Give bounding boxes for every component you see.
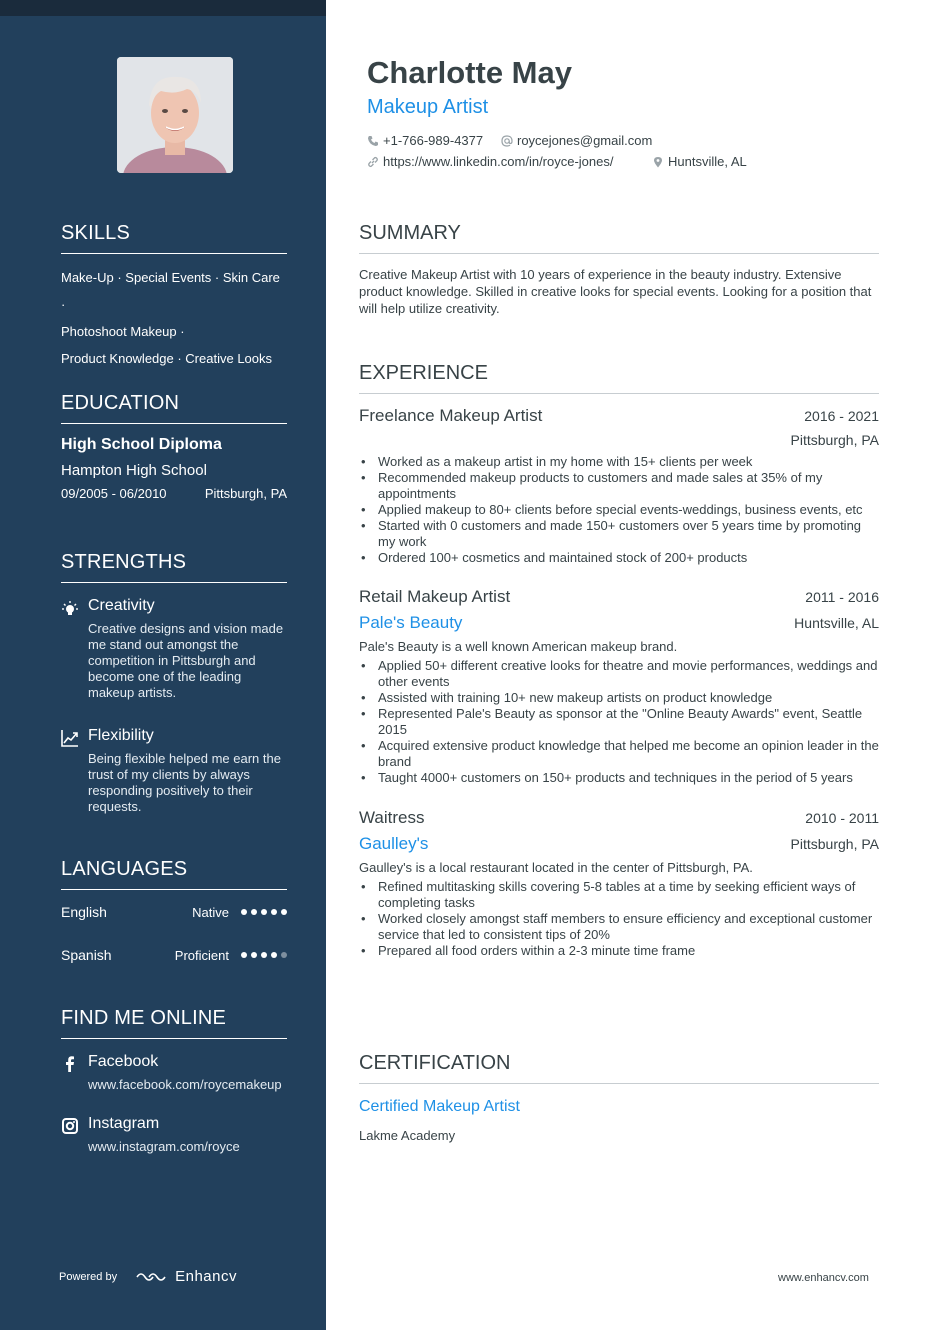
experience-item bbox=[359, 587, 879, 786]
skills-line: Make-Up · Special Events · Skin Care · bbox=[61, 270, 280, 312]
experience-section bbox=[359, 362, 879, 959]
skills-title: SKILLS bbox=[61, 222, 287, 254]
job-bullet: • Worked closely amongst staff members to ensure efficiency and exceptional customer service that led to consistent tips of 20% bbox=[359, 911, 879, 943]
language-level: Proficient bbox=[174, 947, 229, 963]
job-location: Pittsburgh, PA bbox=[790, 432, 879, 448]
job-dates: 2011 - 2016 bbox=[805, 589, 879, 605]
skills-section bbox=[61, 222, 287, 372]
strength-description: Being flexible helped me earn the trust of my clients by always responding positively to their requests. bbox=[88, 751, 281, 814]
language-rating bbox=[241, 909, 287, 915]
certification-name: Certified Makeup Artist bbox=[359, 1098, 520, 1115]
certification-section bbox=[359, 1052, 879, 1143]
online-url[interactable]: www.facebook.com/roycemakeup bbox=[88, 1077, 282, 1092]
at-icon bbox=[501, 135, 513, 147]
job-description: Gaulley's is a local restaurant located in the center of Pittsburgh, PA. bbox=[359, 860, 753, 875]
profile-photo bbox=[117, 57, 233, 173]
strengths-section bbox=[61, 551, 287, 815]
brand-logo[interactable] bbox=[135, 1268, 237, 1285]
rating-dot bbox=[251, 909, 257, 915]
job-bullet: • Recommended makeup products to customers and made sales at 35% of my appointments bbox=[359, 470, 879, 502]
main-top-strip bbox=[326, 0, 940, 16]
job-bullet: • Taught 4000+ customers on 150+ products and techniques in the period of 5 years bbox=[359, 770, 879, 786]
job-bullet: • Worked as a makeup artist in my home with 15+ clients per week bbox=[359, 454, 879, 470]
summary-text: Creative Makeup Artist with 10 years of experience in the beauty industry. Extensive product knowledge. Skilled in creative looks for special events. Looking for a position that will help utilize creativity. bbox=[359, 267, 872, 316]
sidebar-top-strip bbox=[0, 0, 326, 16]
rating-dot bbox=[271, 952, 277, 958]
rating-dot bbox=[281, 952, 287, 958]
job-location: Pittsburgh, PA bbox=[790, 836, 879, 852]
powered-by bbox=[59, 1268, 237, 1285]
experience-item bbox=[359, 808, 879, 959]
experience-title: EXPERIENCE bbox=[359, 362, 879, 394]
job-bullet: • Started with 0 customers and made 150+ customers over 5 years time by promoting my work bbox=[359, 518, 879, 550]
facebook-icon bbox=[61, 1055, 79, 1073]
experience-item bbox=[359, 406, 879, 566]
languages-title: LANGUAGES bbox=[61, 858, 287, 890]
language-row bbox=[61, 902, 287, 922]
rating-dot bbox=[261, 909, 267, 915]
job-location: Huntsville, AL bbox=[794, 615, 879, 631]
job-title: Freelance Makeup Artist bbox=[359, 406, 543, 425]
rating-dot bbox=[281, 909, 287, 915]
job-subheader bbox=[359, 613, 879, 633]
job-bullet: • Acquired extensive product knowledge that helped me become an opinion leader in the brand bbox=[359, 738, 879, 770]
online-section bbox=[61, 1007, 287, 1155]
phone-text: +1-766-989-4377 bbox=[383, 133, 484, 148]
languages-section bbox=[61, 858, 287, 965]
rating-dot bbox=[261, 952, 267, 958]
job-subheader bbox=[359, 834, 879, 854]
education-school: Hampton High School bbox=[61, 462, 207, 479]
job-bullet: • Assisted with training 10+ new makeup artists on product knowledge bbox=[359, 690, 879, 706]
trend-chart-icon bbox=[61, 729, 79, 747]
rating-dot bbox=[251, 952, 257, 958]
job-bullets bbox=[359, 879, 879, 959]
education-location: Pittsburgh, PA bbox=[204, 486, 287, 501]
job-header bbox=[359, 808, 879, 828]
language-level: Native bbox=[192, 904, 229, 920]
candidate-role: Makeup Artist bbox=[367, 96, 489, 118]
language-name: English bbox=[61, 904, 107, 920]
skills-line: Photoshoot Makeup · bbox=[61, 324, 185, 339]
location-pin-icon bbox=[652, 156, 664, 168]
strength-item bbox=[61, 597, 287, 701]
skills-list bbox=[61, 264, 287, 372]
instagram-icon bbox=[61, 1117, 79, 1135]
certification-org: Lakme Academy bbox=[359, 1128, 456, 1143]
job-bullet: • Applied makeup to 80+ clients before special events-weddings, business events, etc bbox=[359, 502, 879, 518]
strength-item bbox=[61, 727, 287, 815]
job-company: Pale's Beauty bbox=[359, 613, 463, 632]
summary-title: SUMMARY bbox=[359, 222, 879, 254]
job-subheader bbox=[359, 432, 879, 448]
footer-url[interactable]: www.enhancv.com bbox=[778, 1272, 869, 1284]
strength-title: Flexibility bbox=[88, 727, 154, 744]
rating-dot bbox=[271, 909, 277, 915]
language-row bbox=[61, 945, 287, 965]
education-section bbox=[61, 392, 287, 501]
contact-location bbox=[652, 154, 747, 169]
job-bullet: • Prepared all food orders within a 2-3 minute time frame bbox=[359, 943, 879, 959]
online-item[interactable] bbox=[61, 1115, 287, 1155]
sidebar bbox=[0, 0, 326, 1330]
job-header bbox=[359, 587, 879, 607]
strength-title: Creativity bbox=[88, 597, 155, 614]
candidate-name: Charlotte May bbox=[367, 55, 572, 90]
online-item[interactable] bbox=[61, 1053, 287, 1093]
contact-email[interactable] bbox=[501, 133, 652, 148]
link-icon bbox=[367, 156, 379, 168]
location-text: Huntsville, AL bbox=[668, 154, 747, 169]
job-dates: 2010 - 2011 bbox=[805, 810, 879, 826]
strengths-title: STRENGTHS bbox=[61, 551, 287, 583]
brand-name: Enhancv bbox=[175, 1268, 237, 1285]
linkedin-text: https://www.linkedin.com/in/royce-jones/ bbox=[383, 154, 614, 169]
job-bullet: • Applied 50+ different creative looks for theatre and movie performances, weddings and other events bbox=[359, 658, 879, 690]
job-title: Retail Makeup Artist bbox=[359, 587, 511, 606]
rating-dot bbox=[241, 952, 247, 958]
job-dates: 2016 - 2021 bbox=[804, 408, 879, 424]
email-text: roycejones@gmail.com bbox=[517, 133, 653, 148]
job-bullet: • Represented Pale's Beauty as sponsor at the "Online Beauty Awards" event, Seattle 2015 bbox=[359, 706, 879, 738]
rating-dot bbox=[241, 909, 247, 915]
education-degree: High School Diploma bbox=[61, 436, 222, 453]
job-bullet: • Ordered 100+ cosmetics and maintained stock of 200+ products bbox=[359, 550, 879, 566]
education-meta bbox=[61, 486, 287, 501]
online-url[interactable]: www.instagram.com/royce bbox=[88, 1139, 240, 1154]
job-company: Gaulley's bbox=[359, 834, 429, 853]
job-bullet: • Refined multitasking skills covering 5-8 tables at a time by seeking efficient ways of completing tasks bbox=[359, 879, 879, 911]
language-rating bbox=[241, 952, 287, 958]
phone-icon bbox=[367, 135, 379, 147]
online-title: FIND ME ONLINE bbox=[61, 1007, 287, 1039]
education-title: EDUCATION bbox=[61, 392, 287, 424]
job-bullets bbox=[359, 658, 879, 786]
contact-phone[interactable] bbox=[367, 133, 483, 148]
online-name: Instagram bbox=[88, 1115, 160, 1132]
skills-line: Product Knowledge · Creative Looks bbox=[61, 351, 273, 366]
summary-section bbox=[359, 222, 879, 317]
education-dates: 09/2005 - 06/2010 bbox=[61, 486, 167, 501]
certification-title: CERTIFICATION bbox=[359, 1052, 879, 1084]
contact-linkedin[interactable] bbox=[367, 154, 613, 169]
job-header bbox=[359, 406, 879, 426]
powered-by-label: Powered by bbox=[59, 1270, 118, 1283]
job-description: Pale's Beauty is a well known American makeup brand. bbox=[359, 639, 678, 654]
language-name: Spanish bbox=[61, 947, 112, 963]
strength-description: Creative designs and vision made me stand out amongst the competition in Pittsburgh and become one of the leading makeup artists. bbox=[88, 621, 284, 700]
enhancv-logo-icon bbox=[135, 1270, 167, 1284]
job-bullets bbox=[359, 454, 879, 566]
job-title: Waitress bbox=[359, 808, 425, 827]
online-name: Facebook bbox=[88, 1053, 159, 1070]
lightbulb-icon bbox=[61, 599, 79, 617]
